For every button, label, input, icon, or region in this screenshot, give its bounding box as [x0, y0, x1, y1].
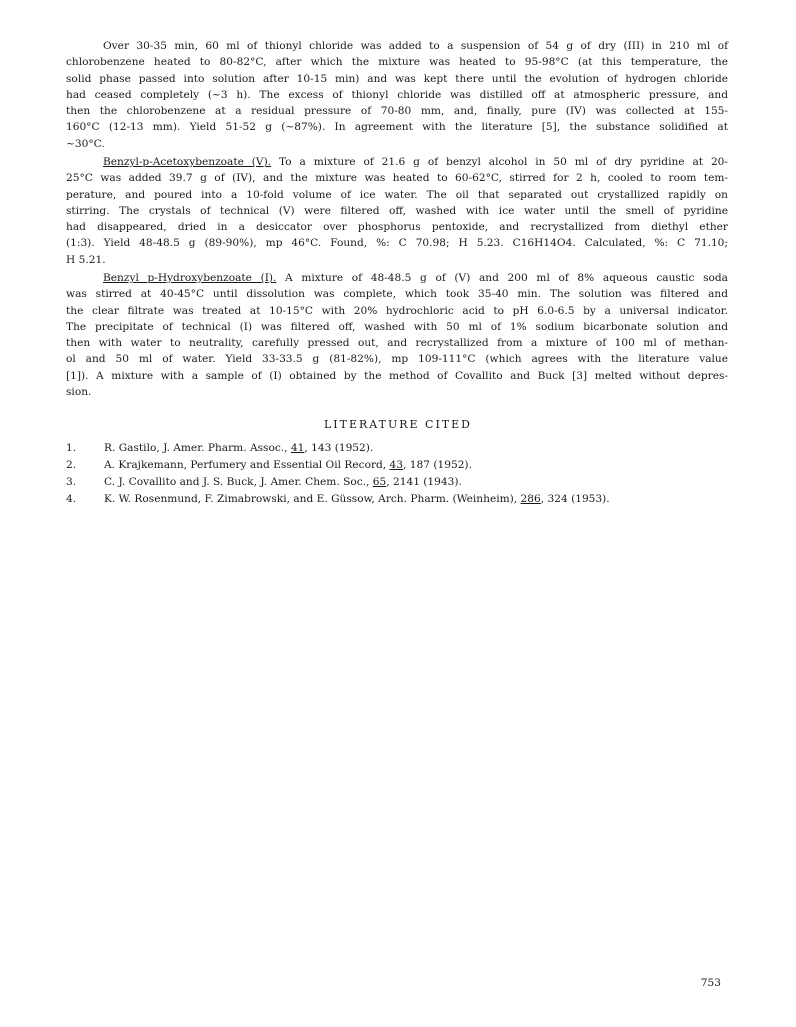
- text-line-rest: To a mixture of 21.6 g of benzyl alcohol in 50 ml of dry pyridine at 20-: [271, 156, 728, 168]
- reference-text: C. J. Covallito and J. S. Buck, J. Amer. Chem. Soc., 65, 2141 (1943).: [104, 476, 462, 488]
- reference-text: K. W. Rosenmund, F. Zimabrowski, and E. Güssow, Arch. Pharm. (Weinheim), 286, 324 (1953).: [104, 493, 610, 505]
- text-line: The precipitate of technical (I) was filtered off, washed with 50 ml of 1% sodium bicarbonate solution and: [66, 320, 728, 333]
- text-line: 160°C (12-13 mm). Yield 51-52 g (~87%). In agreement with the literature [5], the substance solidified at: [66, 121, 728, 134]
- paragraph-acetoxybenzoate: [66, 154, 728, 268]
- reference-volume: 43: [389, 459, 404, 471]
- section-title-acetoxybenzoate: Benzyl-p-Acetoxybenzoate (V).: [103, 156, 272, 168]
- reference-volume: 41: [290, 442, 305, 454]
- reference-text: R. Gastilo, J. Amer. Pharm. Assoc., 41, 143 (1952).: [104, 442, 374, 454]
- text-line: then the chlorobenzene at a residual pressure of 70-80 mm, and, finally, pure (IV) was collected at 155-: [66, 105, 728, 118]
- text-line: stirring. The crystals of technical (V) were filtered off, washed with ice water until the smell of pyridine: [66, 204, 728, 217]
- text-line: Over 30-35 min, 60 ml of thionyl chloride was added to a suspension of 54 g of dry (III) in 210 ml of: [103, 40, 728, 52]
- literature-cited-heading: LITERATURE CITED: [323, 418, 472, 431]
- text-line: sion.: [66, 386, 92, 399]
- text-line: H 5.21.: [66, 253, 106, 266]
- reference-number: 2.: [66, 459, 77, 471]
- text-line: chlorobenzene heated to 80-82°C, after which the mixture was heated to 95-98°C (at this temperature, the: [66, 56, 728, 69]
- text-line: ~30°C.: [66, 137, 105, 150]
- page-number: 753: [700, 977, 721, 989]
- text-line: (1:3). Yield 48-48.5 g (89-90%), mp 46°C. Found, %: C 70.98; H 5.23. C16H14O4. Calculated, %: C 71.10;: [66, 237, 728, 250]
- text-line: [1]). A mixture with a sample of (I) obtained by the method of Covallito and Buck [3] melted without depres-: [66, 369, 728, 382]
- paragraph-thionyl-chloride: [66, 38, 728, 152]
- text-line: [66, 270, 728, 286]
- reference-text: A. Krajkemann, Perfumery and Essential Oil Record, 43, 187 (1952).: [104, 459, 472, 471]
- text-line: was stirred at 40-45°C until dissolution was complete, which took 35-40 min. The solution was filtered and: [66, 288, 728, 301]
- text-line: then with water to neutrality, carefully pressed out, and recrystallized from a mixture of 100 ml of methan-: [66, 337, 728, 350]
- reference-volume: 286: [520, 493, 541, 505]
- text-line: ol and 50 ml of water. Yield 33-33.5 g (81-82%), mp 109-111°C (which agrees with the literature value: [66, 353, 728, 366]
- reference-volume: 65: [372, 476, 387, 488]
- text-line: 25°C was added 39.7 g of (IV), and the mixture was heated to 60-62°C, stirred for 2 h, cooled to room tem-: [66, 172, 728, 185]
- reference-number: 4.: [66, 493, 77, 505]
- text-line: perature, and poured into a 10-fold volume of ice water. The oil that separated out crystallized rapidly on: [66, 188, 728, 201]
- text-line: [66, 154, 728, 170]
- paragraph-hydroxybenzoate: [66, 270, 728, 400]
- section-title-hydroxybenzoate: Benzyl p-Hydroxybenzoate (I).: [103, 272, 277, 284]
- text-line: solid phase passed into solution after 10-15 min) and was kept there until the evolution of hydrogen chloride: [66, 72, 728, 85]
- text-line: the clear filtrate was treated at 10-15°C with 20% hydrochloric acid to pH 6.0-6.5 by a universal indicator.: [66, 304, 728, 317]
- reference-number: 3.: [66, 476, 77, 488]
- text-line: had disappeared, dried in a desiccator over phosphorus pentoxide, and recrystallized from diethyl ether: [66, 221, 728, 234]
- reference-number: 1.: [66, 442, 77, 454]
- text-line: had ceased completely (~3 h). The excess of thionyl chloride was distilled off at atmospheric pressure, and: [66, 88, 728, 101]
- text-line-rest: A mixture of 48-48.5 g of (V) and 200 ml of 8% aqueous caustic soda: [276, 272, 728, 284]
